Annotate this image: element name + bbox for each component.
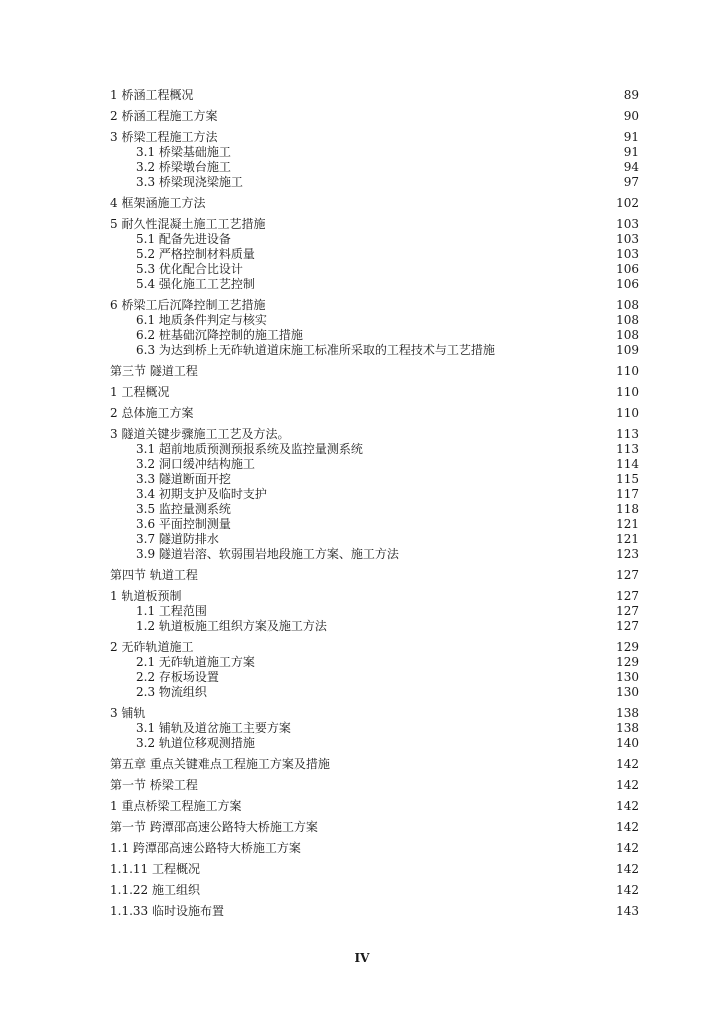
toc-subentry (110, 160, 639, 174)
toc-entry-title: 3.3 桥梁现浇梁施工 (136, 175, 243, 189)
toc-entry-title: 1 轨道板预制 (110, 589, 182, 603)
toc-entry-page: 109 (616, 343, 639, 357)
toc-entry-page: 142 (616, 757, 639, 771)
toc-entry (110, 757, 639, 771)
toc-entry (110, 109, 639, 123)
toc-entry-title: 3.2 轨道位移观测措施 (136, 736, 255, 750)
toc-subentry (110, 145, 639, 159)
toc-entry-title: 1 工程概况 (110, 385, 170, 399)
toc-entry-title: 2 无砟轨道施工 (110, 640, 194, 654)
toc-entry-page: 142 (616, 883, 639, 897)
toc-entry-title: 3.3 隧道断面开挖 (136, 472, 231, 486)
toc-subentry (110, 232, 639, 246)
toc-entry (110, 217, 639, 231)
toc-entry-page: 142 (616, 820, 639, 834)
toc-subentry (110, 619, 639, 633)
toc-entry-page: 89 (623, 88, 639, 102)
toc-entry-title: 2.3 物流组织 (136, 685, 207, 699)
toc-entry-page: 129 (616, 655, 639, 669)
toc-entry-page: 142 (616, 799, 639, 813)
toc-entry-page: 91 (623, 145, 639, 159)
toc-entry-page: 97 (623, 175, 639, 189)
toc-entry-title: 3.5 监控量测系统 (136, 502, 231, 516)
toc-entry (110, 706, 639, 720)
toc-entry-page: 103 (616, 247, 639, 261)
toc-entry-title: 3.1 桥梁基础施工 (136, 145, 231, 159)
toc-entry-page: 106 (616, 262, 639, 276)
toc-entry-title: 5.3 优化配合比设计 (136, 262, 243, 276)
toc-entry-page: 113 (616, 442, 639, 456)
toc-entry-title: 5.4 强化施工工艺控制 (136, 277, 255, 291)
toc-entry-page: 102 (616, 196, 639, 210)
toc-entry (110, 130, 639, 144)
toc-entry (110, 799, 639, 813)
toc-entry-title: 3.1 超前地质预测预报系统及监控量测系统 (136, 442, 363, 456)
toc-entry-page: 143 (616, 904, 639, 918)
toc-entry-page: 121 (616, 532, 639, 546)
toc-entry-page: 130 (616, 685, 639, 699)
toc-entry-page: 113 (616, 427, 639, 441)
toc-entry (110, 862, 639, 876)
toc-entry-title: 1.1 跨潭邵高速公路特大桥施工方案 (110, 841, 301, 855)
toc-entry-title: 6.3 为达到桥上无砟轨道道床施工标准所采取的工程技术与工艺措施 (136, 343, 495, 357)
toc-entry-page: 142 (616, 862, 639, 876)
toc-entry-page: 110 (616, 385, 639, 399)
toc-entry-title: 1.1.33 临时设施布置 (110, 904, 224, 918)
toc-entry-page: 108 (616, 298, 639, 312)
toc-entry-title: 1 桥涵工程概况 (110, 88, 194, 102)
toc-subentry (110, 472, 639, 486)
toc-subentry (110, 721, 639, 735)
toc-entry-title: 6 桥梁工后沉降控制工艺措施 (110, 298, 266, 312)
toc-entry (110, 364, 639, 378)
toc-entry-title: 3 桥梁工程施工方法 (110, 130, 218, 144)
toc-entry-title: 1.2 轨道板施工组织方案及施工方法 (136, 619, 327, 633)
toc-subentry (110, 343, 639, 357)
toc-entry-page: 138 (616, 721, 639, 735)
toc-entry-title: 第五章 重点关键难点工程施工方案及措施 (110, 757, 330, 771)
toc-entry-title: 6.2 桩基础沉降控制的施工措施 (136, 328, 303, 342)
toc-entry (110, 406, 639, 420)
toc-entry (110, 298, 639, 312)
toc-entry-title: 2.1 无砟轨道施工方案 (136, 655, 255, 669)
toc-entry-title: 3 隧道关键步骤施工工艺及方法。 (110, 427, 290, 441)
toc-subentry (110, 175, 639, 189)
toc-entry-page: 115 (616, 472, 639, 486)
toc-entry-title: 3.2 桥梁墩台施工 (136, 160, 231, 174)
toc-subentry (110, 547, 639, 561)
toc-subentry (110, 670, 639, 684)
toc-entry-page: 127 (616, 604, 639, 618)
toc-subentry (110, 736, 639, 750)
toc-entry-page: 117 (616, 487, 639, 501)
toc-entry-page: 94 (623, 160, 639, 174)
toc-entry-page: 110 (616, 406, 639, 420)
toc-entry-title: 3.6 平面控制测量 (136, 517, 231, 531)
toc-entry-title: 3.4 初期支护及临时支护 (136, 487, 267, 501)
toc-entry-title: 2 总体施工方案 (110, 406, 194, 420)
toc-entry-page: 108 (616, 313, 639, 327)
toc-subentry (110, 277, 639, 291)
toc-entry (110, 385, 639, 399)
toc-entry-page: 129 (616, 640, 639, 654)
toc-entry-title: 第一节 跨潭邵高速公路特大桥施工方案 (110, 820, 318, 834)
toc-subentry (110, 313, 639, 327)
toc-entry-page: 127 (616, 568, 639, 582)
toc-entry-title: 6.1 地质条件判定与核实 (136, 313, 267, 327)
toc-entry-page: 140 (616, 736, 639, 750)
toc-entry (110, 640, 639, 654)
toc-entry (110, 820, 639, 834)
toc-entry-page: 142 (616, 841, 639, 855)
toc-entry-title: 1 重点桥梁工程施工方案 (110, 799, 242, 813)
toc-subentry (110, 517, 639, 531)
toc-subentry (110, 442, 639, 456)
toc-entry-page: 123 (616, 547, 639, 561)
toc-entry-title: 1.1.22 施工组织 (110, 883, 200, 897)
toc-entry (110, 883, 639, 897)
toc-subentry (110, 457, 639, 471)
toc-entry (110, 427, 639, 441)
toc-entry-page: 121 (616, 517, 639, 531)
toc-entry-title: 3 铺轨 (110, 706, 146, 720)
toc-entry-title: 5 耐久性混凝土施工工艺措施 (110, 217, 266, 231)
toc-entry-page: 118 (616, 502, 639, 516)
toc-entry-page: 130 (616, 670, 639, 684)
toc-subentry (110, 604, 639, 618)
toc-entry-page: 114 (616, 457, 639, 471)
toc-entry-page: 138 (616, 706, 639, 720)
toc-entry-title: 3.1 铺轨及道岔施工主要方案 (136, 721, 291, 735)
toc-subentry (110, 328, 639, 342)
toc-entry-page: 91 (623, 130, 639, 144)
toc-entry-page: 108 (616, 328, 639, 342)
table-of-contents (110, 88, 639, 918)
toc-entry-title: 4 框架涵施工方法 (110, 196, 206, 210)
toc-entry-title: 1.1 工程范围 (136, 604, 207, 618)
toc-entry (110, 88, 639, 102)
toc-entry-page: 103 (616, 217, 639, 231)
toc-entry (110, 589, 639, 603)
toc-entry-title: 5.2 严格控制材料质量 (136, 247, 255, 261)
toc-entry-title: 3.2 洞口缓冲结构施工 (136, 457, 255, 471)
toc-entry-page: 142 (616, 778, 639, 792)
toc-entry (110, 196, 639, 210)
toc-entry-page: 110 (616, 364, 639, 378)
toc-entry-title: 第三节 隧道工程 (110, 364, 198, 378)
toc-entry-title: 5.1 配备先进设备 (136, 232, 231, 246)
toc-subentry (110, 262, 639, 276)
toc-entry (110, 778, 639, 792)
toc-subentry (110, 247, 639, 261)
toc-entry (110, 841, 639, 855)
toc-subentry (110, 532, 639, 546)
toc-entry-title: 2.2 存板场设置 (136, 670, 219, 684)
toc-subentry (110, 685, 639, 699)
page-number: IV (354, 951, 370, 965)
toc-entry-title: 第四节 轨道工程 (110, 568, 198, 582)
toc-entry (110, 904, 639, 918)
toc-subentry (110, 502, 639, 516)
toc-subentry (110, 487, 639, 501)
toc-entry-title: 3.9 隧道岩溶、软弱围岩地段施工方案、施工方法 (136, 547, 399, 561)
toc-entry-page: 90 (623, 109, 639, 123)
toc-entry-page: 106 (616, 277, 639, 291)
toc-subentry (110, 655, 639, 669)
toc-entry-page: 127 (616, 589, 639, 603)
toc-entry-title: 1.1.11 工程概况 (110, 862, 200, 876)
toc-entry-title: 第一节 桥梁工程 (110, 778, 198, 792)
toc-entry-page: 127 (616, 619, 639, 633)
toc-entry (110, 568, 639, 582)
toc-entry-page: 103 (616, 232, 639, 246)
toc-entry-title: 3.7 隧道防排水 (136, 532, 219, 546)
toc-entry-title: 2 桥涵工程施工方案 (110, 109, 218, 123)
